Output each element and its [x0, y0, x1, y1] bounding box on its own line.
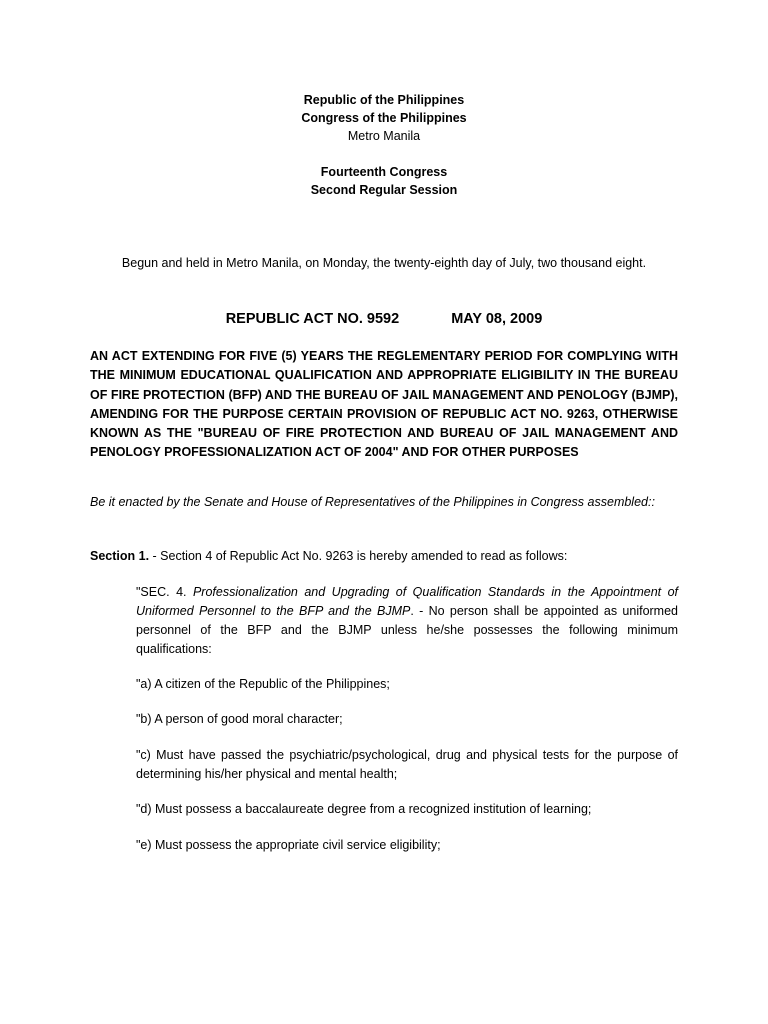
section-1-label: Section 1.	[90, 549, 150, 563]
qualification-a: "a) A citizen of the Republic of the Philippines;	[136, 677, 390, 691]
qualification-b: "b) A person of good moral character;	[136, 712, 343, 726]
section-1	[90, 547, 678, 566]
act-number: REPUBLIC ACT NO. 9592	[225, 311, 400, 327]
act-date: MAY 08, 2009	[451, 311, 543, 327]
qualification-e: "e) Must possess the appropriate civil service eligibility;	[136, 838, 441, 852]
header-republic: Republic of the Philippines	[303, 93, 465, 107]
header-congress-number: Fourteenth Congress	[320, 165, 448, 179]
act-heading	[0, 309, 768, 329]
qualification-c: "c) Must have passed the psychiatric/psychological, drug and physical tests for the purpose of determining his/her physical and mental health;	[136, 748, 678, 781]
begun-statement: Begun and held in Metro Manila, on Monday, the twenty-eighth day of July, two thousand eight.	[121, 256, 647, 270]
header-location: Metro Manila	[347, 129, 421, 143]
session-header	[0, 163, 768, 199]
act-title: AN ACT EXTENDING FOR FIVE (5) YEARS THE REGLEMENTARY PERIOD FOR COMPLYING WITH THE MINIMUM EDUCATIONAL QUALIFICATION AND APPROPRIATE ELIGIBILITY IN THE BUREAU OF FIRE PROTECTION (BFP) AND THE BUREAU OF JAIL MANAGEMENT AND PENOLOGY (BJMP), AMENDING FOR THE PURPOSE CERTAIN PROVISION OF REPUBLIC ACT NO. 9263, OTHERWISE KNOWN AS THE "BUREAU OF FIRE PROTECTION AND BUREAU OF JAIL MANAGEMENT AND PENOLOGY PROFESSIONALIZATION ACT OF 2004" AND FOR OTHER PURPOSES	[90, 349, 678, 460]
header-congress: Congress of the Philippines	[301, 111, 467, 125]
section-1-text: - Section 4 of Republic Act No. 9263 is hereby amended to read as follows:	[149, 549, 568, 563]
header-session: Second Regular Session	[310, 183, 458, 197]
sec-4-paragraph	[136, 583, 678, 659]
document-header	[0, 91, 768, 145]
sec-4-body: . - No person shall be appointed as uniformed personnel of the BFP and the BJMP unless he/she possesses the following minimum qualifications:	[136, 604, 678, 656]
sec-4-prefix: "SEC. 4.	[136, 585, 193, 599]
qualification-d: "d) Must possess a baccalaureate degree from a recognized institution of learning;	[136, 802, 592, 816]
enacting-clause: Be it enacted by the Senate and House of Representatives of the Philippines in Congress assembled::	[90, 495, 655, 509]
sec-4-heading: Professionalization and Upgrading of Qualification Standards in the Appointment of Uniformed Personnel to the BFP and the BJMP	[136, 585, 679, 618]
